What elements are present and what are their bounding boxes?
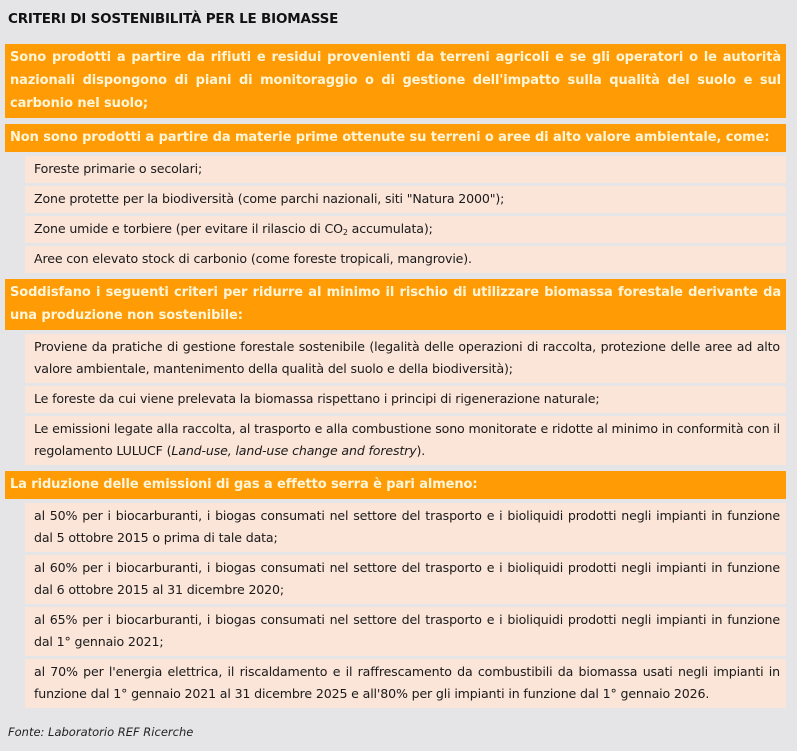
list-item: al 60% per i biocarburanti, i biogas consumati nel settore del trasporto e i bioliquidi prodotti negli impianti in funzione dal 6 ottobre 2015 al 31 dicembre 2020; (25, 555, 786, 604)
list-item: Foreste primarie o secolari; (25, 156, 786, 183)
section-header-forest-biomass: Soddisfano i seguenti criteri per ridurre al minimo il rischio di utilizzare biomassa forestale derivante da una produzione non sostenibile: (5, 279, 786, 330)
section-header-waste-residues: Sono prodotti a partire da rifiuti e residui provenienti da terreni agricoli e se gli operatori o le autorità nazionali dispongono di piani di monitoraggio o di gestione dell'impatto sulla qualità del suolo e sul carbonio nel suolo; (5, 44, 786, 118)
list-item: Zone umide e torbiere (per evitare il rilascio di $CO_2$ accumulata); (25, 216, 786, 243)
page-title: CRITERI DI SOSTENIBILITÀ PER LE BIOMASSE (8, 11, 339, 27)
list-item: Le foreste da cui viene prelevata la biomassa rispettano i principi di rigenerazione naturale; (25, 386, 786, 413)
list-item: Proviene da pratiche di gestione forestale sostenibile (legalità delle operazioni di raccolta, protezione delle aree ad alto valore ambientale, mantenimento della qualità del suolo e della biodiversità); (25, 334, 786, 383)
section-header-ghg-reduction: La riduzione delle emissioni di gas a effetto serra è pari almeno: (5, 471, 786, 499)
list-item: Aree con elevato stock di carbonio (come foreste tropicali, mangrovie). (25, 246, 786, 273)
section-header-high-value-land: Non sono prodotti a partire da materie prime ottenute su terreni o aree di alto valore ambientale, come: (5, 124, 786, 152)
source-note: Fonte: Laboratorio REF Ricerche (8, 725, 194, 739)
list-item: Zone protette per la biodiversità (come parchi nazionali, siti "Natura 2000"); (25, 186, 786, 213)
list-item: Le emissioni legate alla raccolta, al trasporto e alla combustione sono monitorate e ridotte al minimo in conformità con il regolamento LULUCF (Land-use, land-use change and forestry). (25, 416, 786, 465)
list-item: al 50% per i biocarburanti, i biogas consumati nel settore del trasporto e i bioliquidi prodotti negli impianti in funzione dal 5 ottobre 2015 o prima di tale data; (25, 503, 786, 552)
list-item: al 70% per l'energia elettrica, il riscaldamento e il raffrescamento da combustibili da biomassa usati negli impianti in funzione dal 1° gennaio 2021 al 31 dicembre 2025 e all'80% per gli impianti in funzione dal 1° gennaio 2026. (25, 659, 786, 708)
criteria-table (5, 44, 786, 711)
list-item: al 65% per i biocarburanti, i biogas consumati nel settore del trasporto e i bioliquidi prodotti negli impianti in funzione dal 1° gennaio 2021; (25, 607, 786, 656)
